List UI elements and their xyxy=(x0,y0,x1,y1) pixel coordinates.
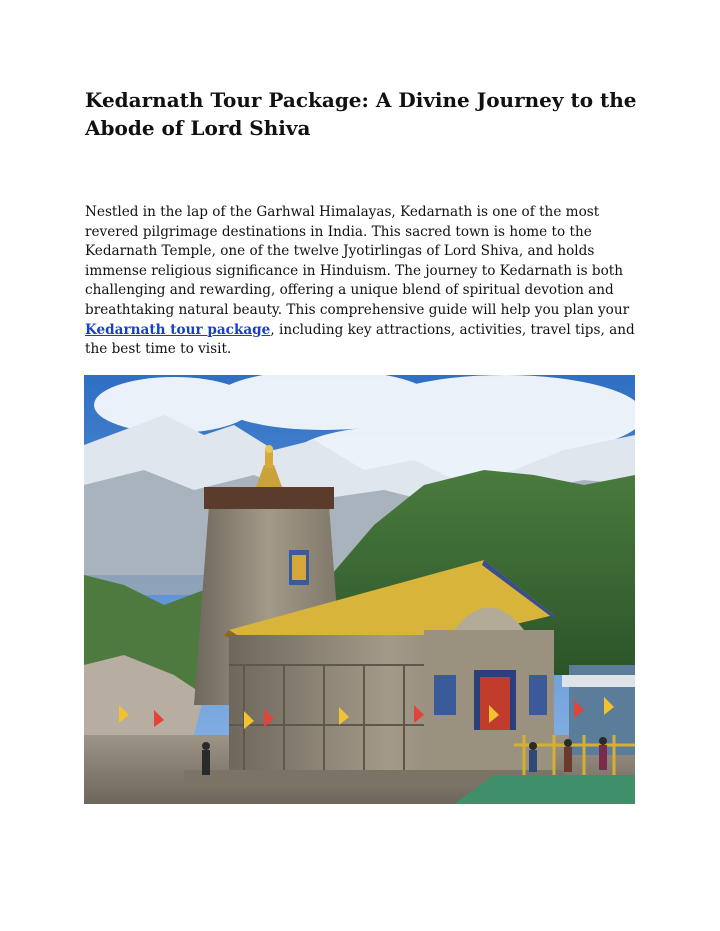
intro-paragraph xyxy=(85,203,645,360)
page-title: Kedarnath Tour Package: A Divine Journey to the Abode of Lord Shiva xyxy=(85,88,637,140)
temple-doorway xyxy=(480,677,510,730)
side-building-balcony xyxy=(562,675,635,687)
facade-niche-left xyxy=(434,675,456,715)
temple-illustration xyxy=(84,375,635,804)
tower-cornice xyxy=(204,487,334,509)
kedarnath-temple-photo xyxy=(84,375,635,804)
intro-text-end: , including key attractions, activities, travel tips, and the best time to visit. xyxy=(85,321,635,358)
intro-text-start: Nestled in the lap of the Garhwal Himalayas, Kedarnath is one of the most revered pilgrimage destinations in India. This sacred town is home to the Kedarnath Temple, one of the twelve Jyotirlingas of Lord Shiva, and holds immense religious significance in Hinduism. The journey to Kedarnath is both challenging and rewarding, offering a unique blend of spiritual devotion and breathtaking natural beauty. This comprehensive guide will help you plan your xyxy=(85,204,630,318)
facade-niche-right xyxy=(529,675,547,715)
tower-shrine-idol xyxy=(292,555,306,580)
kedarnath-tour-package-link[interactable]: Kedarnath tour package xyxy=(85,321,271,338)
finial-top xyxy=(265,445,273,453)
